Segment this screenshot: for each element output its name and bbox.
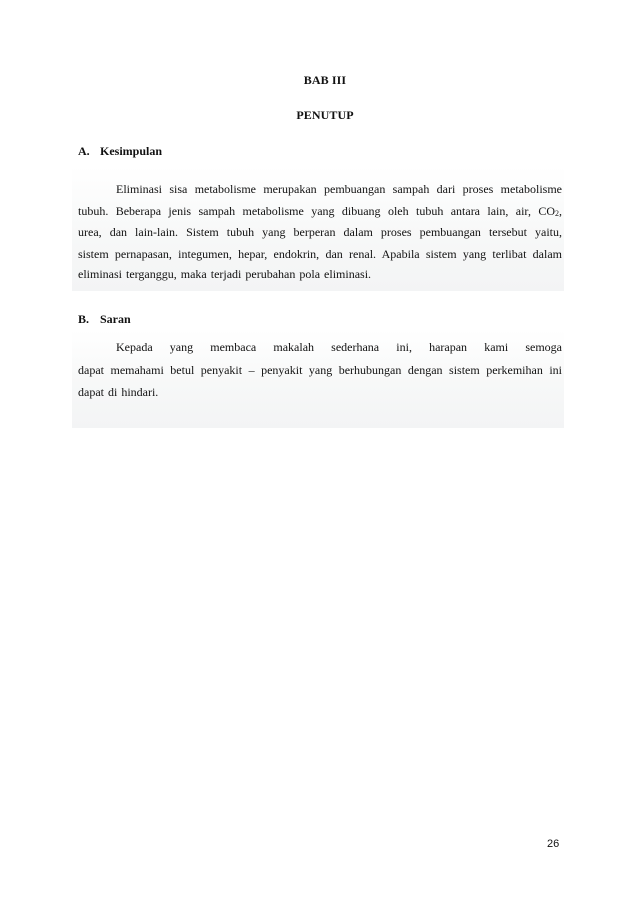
paragraph-line: urea, dan lain-lain. Sistem tubuh yang berperan dalam proses pembuangan tersebut yaitu, bbox=[78, 225, 562, 239]
chapter-number: BAB III bbox=[303, 73, 347, 87]
page-number: 26 bbox=[547, 838, 560, 850]
section-a-title: Kesimpulan bbox=[100, 144, 163, 158]
co2-subscript: 2 bbox=[555, 209, 559, 218]
paragraph-line: Kepada yang membaca makalah sederhana ini, harapan kami semoga bbox=[116, 340, 562, 354]
co2-comma: , bbox=[559, 204, 562, 218]
paragraph-line-text: tubuh. Beberapa jenis sampah metabolisme yang dibuang oleh tubuh antara lain, air, CO bbox=[78, 204, 555, 218]
paragraph-line-co2 bbox=[78, 204, 562, 221]
paragraph-line: eliminasi terganggu, maka terjadi perubahan pola eliminasi. bbox=[78, 267, 372, 281]
paragraph-line: dapat di hindari. bbox=[78, 385, 159, 399]
paragraph-line: sistem pernapasan, integumen, hepar, endokrin, dan renal. Apabila sistem yang terlibat dalam bbox=[78, 247, 562, 261]
section-b-letter: B. bbox=[78, 312, 90, 326]
chapter-title: PENUTUP bbox=[296, 108, 354, 122]
section-b-heading bbox=[78, 312, 131, 327]
section-b-title: Saran bbox=[100, 312, 131, 326]
section-a-letter: A. bbox=[78, 144, 90, 158]
paragraph-line: dapat memahami betul penyakit – penyakit yang berhubungan dengan sistem perkemihan ini bbox=[78, 363, 562, 377]
section-a-heading bbox=[78, 144, 162, 159]
paragraph-line: Eliminasi sisa metabolisme merupakan pembuangan sampah dari proses metabolisme bbox=[116, 182, 562, 196]
